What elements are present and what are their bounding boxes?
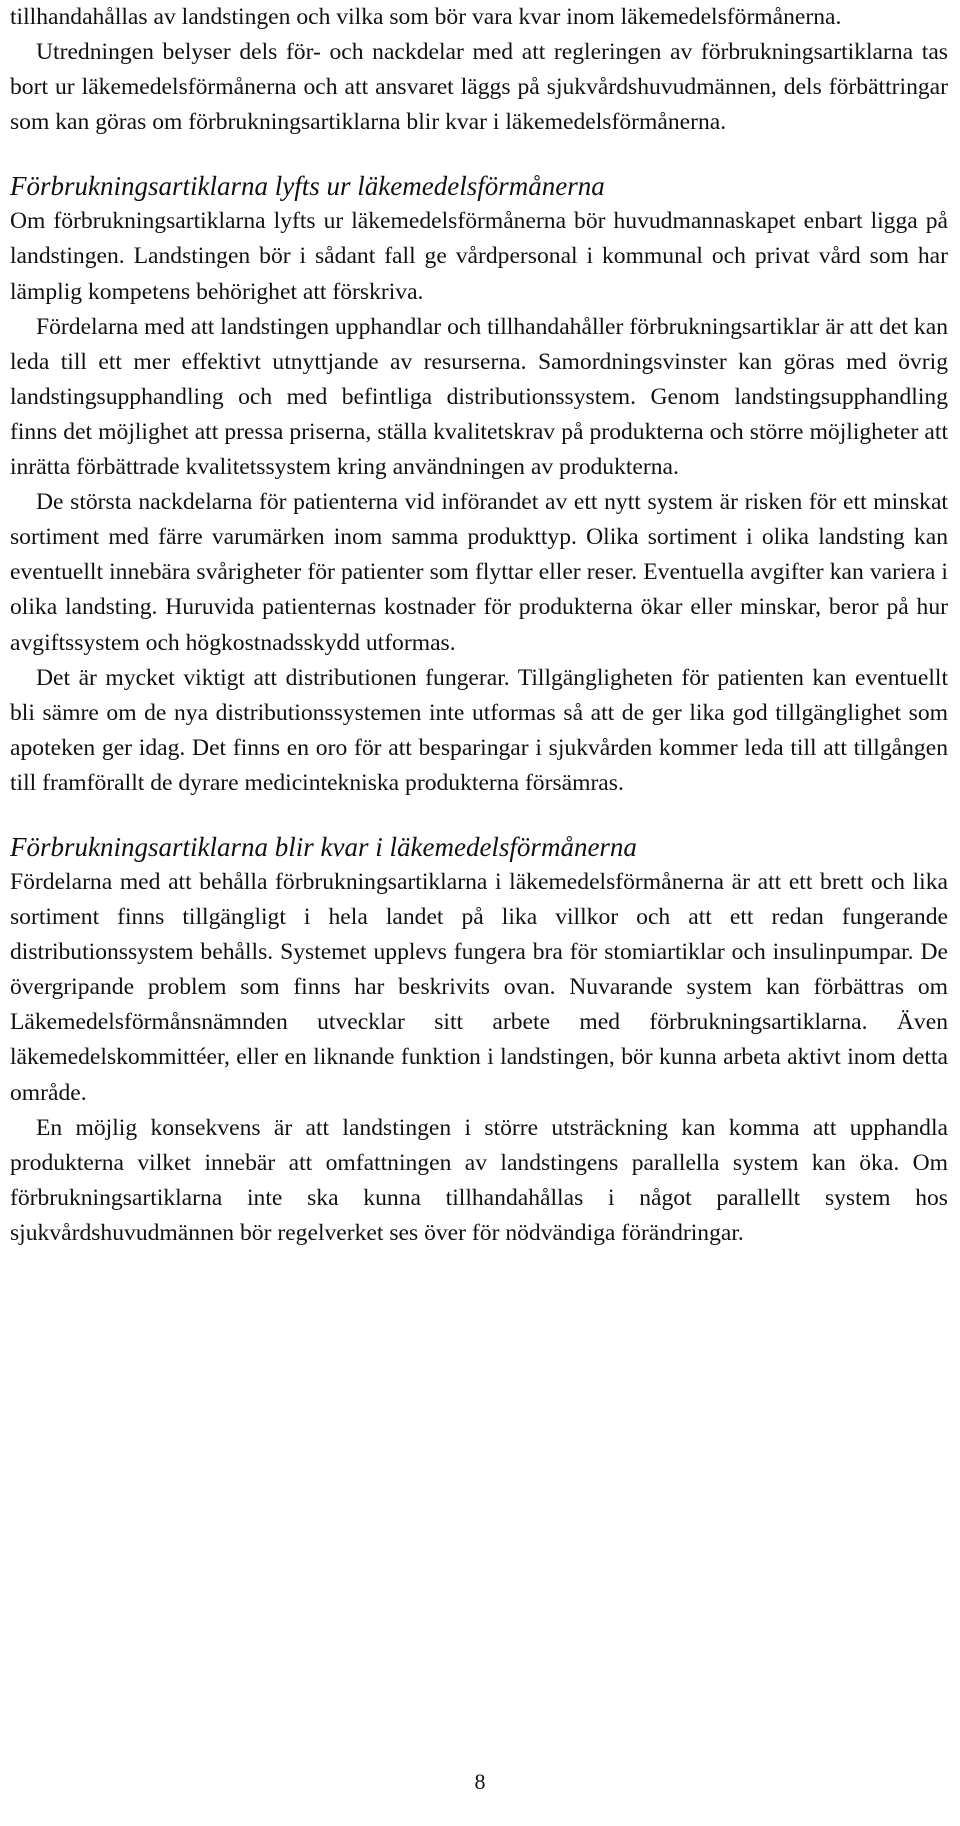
- paragraph: De största nackdelarna för patienterna vid införandet av ett nytt system är risken för ett minskat sortiment med färre varumärken inom samma produkttyp. Olika sortiment i olika landsting kan eventuellt innebära svårigheter för patienter som flyttar eller reser. Eventuella avgifter kan variera i olika landsting. Huruvida patienternas kostnader för produkterna ökar eller minskar, beror på hur avgiftssystem och högkostnadsskydd utformas.: [10, 489, 948, 656]
- paragraph: Fördelarna med att behålla förbrukningsartiklarna i läkemedelsförmånerna är att ett brett och lika sortiment finns tillgängligt i hela landet på lika villkor och att ett redan fungerande distributionssystem behålls. Systemet upplevs fungera bra för stomiartiklar och insulinpumpar. De övergripande problem som finns har beskrivits ovan. Nuvarande system kan förbättras om Läkemedelsförmånsnämnden utvecklar sitt arbete med förbrukningsartiklarna. Även läkemedelskommittéer, eller en liknande funktion i landstingen, bör kunna arbeta aktivt inom detta område.: [10, 868, 948, 1106]
- paragraph: Fördelarna med att landstingen upphandlar och tillhandahåller förbrukningsartiklar är att det kan leda till ett mer effektivt utnyttjande av resurserna. Samordningsvinster kan göras med övrig landstingsupphandling och med befintliga distributionssystem. Genom landstingsupphandling finns det möjlighet att pressa priserna, ställa kvalitetskrav på produkterna och större möjligheter att inrätta förbättrade kvalitetssystem kring användningen av produkterna.: [10, 313, 948, 481]
- page-number: 8: [474, 1769, 486, 1794]
- section-gap: [10, 801, 948, 829]
- section-gap: [10, 140, 948, 168]
- paragraph: Om förbrukningsartiklarna lyfts ur läkemedelsförmånerna bör huvudmannaskapet enbart ligga på landstingen. Landstingen bör i sådant fall ge vårdpersonal i kommunal och privat vård som har lämplig kompetens behörighet att förskriva.: [10, 208, 948, 305]
- paragraph: Det är mycket viktigt att distributionen fungerar. Tillgängligheten för patienten kan eventuellt bli sämre om de nya distributionssystemen inte utformas så att de ger lika god tillgänglighet som apoteken ger idag. Det finns en oro för att besparingar i sjukvården kommer leda till att tillgången till framförallt de dyrare medicintekniska produkterna försämras.: [10, 664, 948, 796]
- document-page: [10, 0, 948, 1251]
- section-heading-lyfts-ur: Förbrukningsartiklarna lyfts ur läkemedelsförmånerna: [10, 171, 605, 202]
- paragraph-intro: Utredningen belyser dels för- och nackdelar med att regleringen av förbrukningsartiklarna tas bort ur läkemedelsförmånerna och att ansvaret läggs på sjukvårdshuvudmännen, dels förbättringar som kan göras om förbrukningsartiklarna blir kvar i läkemedelsförmånerna.: [10, 39, 948, 136]
- section-heading-blir-kvar: Förbrukningsartiklarna blir kvar i läkemedelsförmånerna: [10, 831, 637, 862]
- paragraph-continued: tillhandahållas av landstingen och vilka som bör vara kvar inom läkemedelsförmånerna.: [10, 4, 842, 30]
- paragraph: En möjlig konsekvens är att landstingen i större utsträckning kan komma att upphandla produkterna vilket innebär att omfattningen av landstingens parallella system kan öka. Om förbrukningsartiklarna inte ska kunna tillhandahållas i något parallellt system hos sjukvårdshuvudmännen bör regelverket ses över för nödvändiga förändringar.: [10, 1114, 948, 1246]
